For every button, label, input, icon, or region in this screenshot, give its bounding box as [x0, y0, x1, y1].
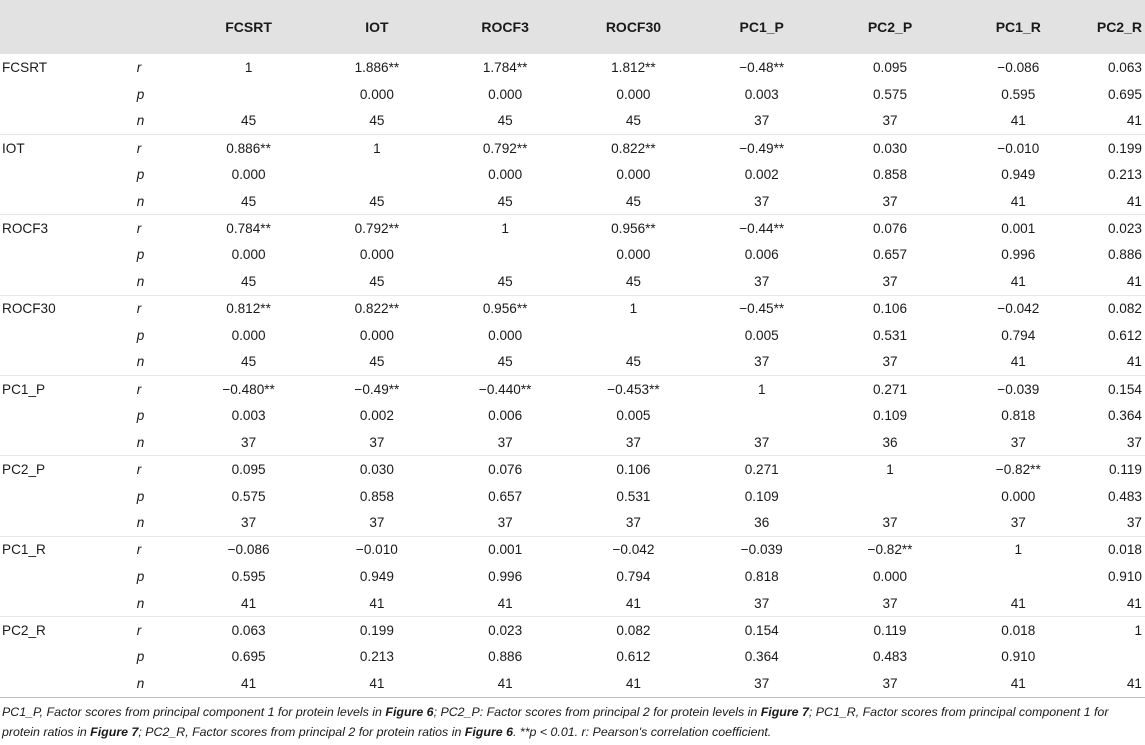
table-cell: 37	[882, 274, 898, 290]
table-cell: 0.822**	[569, 134, 697, 161]
table-cell	[1082, 644, 1145, 671]
table-cell	[698, 402, 826, 429]
row-stat-label: r	[136, 60, 142, 76]
table-cell	[184, 81, 312, 108]
table-cell: 0.886	[1107, 247, 1142, 263]
table-cell: 0.784**	[184, 215, 312, 242]
table-cell: 0.000	[231, 327, 266, 343]
table-cell: 37	[882, 113, 898, 129]
table-cell: 1.784**	[482, 60, 528, 76]
table-row	[0, 429, 1145, 456]
table-cell: 41	[954, 670, 1082, 697]
table-cell: 45	[625, 274, 641, 290]
table-cell: 0.018	[1082, 536, 1145, 563]
row-stat-label: r	[119, 376, 185, 403]
table-cell: 0.030	[313, 456, 441, 483]
table-cell: 41	[313, 670, 441, 697]
row-stat-label: n	[119, 670, 185, 697]
table-cell: 0.886**	[184, 134, 312, 161]
table-cell: 37	[754, 113, 770, 129]
table-cell: 0.001	[954, 215, 1082, 242]
table-cell	[441, 242, 569, 269]
table-cell	[826, 483, 954, 510]
row-stat-label: n	[136, 595, 145, 611]
row-variable-label	[0, 483, 119, 510]
table-cell: 37	[754, 193, 770, 209]
table-footnote	[2, 702, 1143, 742]
row-stat-label: p	[136, 408, 145, 424]
table-cell: 0.002	[744, 167, 779, 183]
table-cell: 37	[754, 434, 770, 450]
table-cell: 1.812**	[611, 60, 656, 76]
figure-reference: Figure 6	[464, 725, 513, 739]
table-cell: 37	[497, 434, 513, 450]
table-cell: 0.000	[488, 167, 523, 183]
row-stat-label: p	[136, 488, 145, 504]
table-cell: −0.010	[313, 536, 441, 563]
table-cell: 0.018	[954, 617, 1082, 644]
table-cell: 0.271	[826, 376, 954, 403]
table-cell: 45	[497, 193, 513, 209]
table-cell: −0.49**	[698, 134, 826, 161]
row-variable-label	[0, 161, 119, 188]
table-cell: 0.886	[488, 649, 523, 665]
table-cell: 0.076	[826, 215, 954, 242]
row-stat-label: r	[119, 536, 185, 563]
table-row	[0, 510, 1145, 537]
table-cell: 0.119	[1082, 456, 1145, 483]
table-row	[0, 402, 1145, 429]
table-cell: 41	[1010, 595, 1026, 611]
table-cell: 37	[754, 595, 770, 611]
table-row	[0, 670, 1145, 697]
figure-reference: Figure 7	[760, 705, 809, 719]
table-cell: 0.364	[1107, 408, 1142, 424]
row-variable-label	[0, 644, 119, 671]
row-variable-label: ROCF30	[0, 295, 119, 322]
table-cell: 0.792**	[441, 134, 569, 161]
table-cell: 0.910	[1001, 649, 1036, 665]
table-cell: 0.364	[744, 649, 779, 665]
table-cell: 0.956**	[441, 295, 569, 322]
table-cell: 0.109	[872, 408, 908, 424]
table-cell: −0.480**	[184, 376, 312, 403]
table-cell: 36	[882, 434, 898, 450]
header-blank-variable	[0, 0, 119, 54]
table-cell: 41	[1126, 595, 1142, 611]
table-cell: 0.095	[872, 60, 908, 76]
table-cell: 45	[241, 113, 257, 129]
row-stat-label: p	[136, 167, 145, 183]
table-cell: 41	[1010, 113, 1026, 129]
table-cell: 41	[625, 595, 641, 611]
table-cell: 0.063	[184, 617, 312, 644]
table-cell: 45	[369, 193, 385, 209]
table-cell: 41	[569, 670, 697, 697]
table-cell: 37	[882, 595, 898, 611]
table-cell: 36	[754, 515, 770, 531]
row-variable-label	[0, 268, 119, 295]
row-variable-label	[0, 670, 119, 697]
table-cell: 0.006	[488, 408, 523, 424]
row-variable-label: ROCF3	[0, 215, 119, 242]
table-cell: 45	[369, 113, 385, 129]
footnote-text: ; PC1_R, Factor scores from principal component 1 for protein ratios in	[2, 705, 1109, 739]
table-cell: 0.213	[1107, 167, 1142, 183]
row-variable-label: FCSRT	[2, 60, 48, 76]
table-cell: 0.792**	[313, 215, 441, 242]
table-cell: 41	[1126, 274, 1142, 290]
table-cell: 37	[241, 434, 257, 450]
table-row	[0, 108, 1145, 135]
table-cell: −0.45**	[698, 295, 826, 322]
row-variable-label: PC1_P	[0, 376, 119, 403]
table-row	[0, 54, 1145, 81]
table-cell: 41	[1010, 354, 1026, 370]
table-cell: 45	[241, 274, 257, 290]
table-cell: 37	[698, 670, 826, 697]
row-variable-label	[0, 242, 119, 269]
table-row	[0, 590, 1145, 617]
table-cell: −0.039	[954, 376, 1082, 403]
table-cell: 1	[313, 134, 441, 161]
table-cell: 0.595	[231, 569, 266, 585]
column-header-pc2-p: PC2_P	[826, 0, 954, 54]
table-cell: 1	[826, 456, 954, 483]
table-row	[0, 536, 1145, 563]
table-row	[0, 563, 1145, 590]
table-cell	[954, 563, 1082, 590]
table-cell: 0.006	[744, 247, 779, 263]
table-cell: 0.199	[313, 617, 441, 644]
table-cell: 37	[369, 434, 385, 450]
table-cell: 45	[625, 193, 641, 209]
table-cell: 0.483	[872, 649, 908, 665]
row-stat-label: p	[136, 327, 145, 343]
table-cell: 0.199	[1082, 134, 1145, 161]
table-cell: 45	[497, 274, 513, 290]
row-variable-label	[0, 108, 119, 135]
table-cell: 0.030	[826, 134, 954, 161]
table-cell: 0.271	[698, 456, 826, 483]
column-header-rocf30: ROCF30	[569, 0, 697, 54]
table-cell: 0.154	[698, 617, 826, 644]
row-stat-label: r	[119, 456, 185, 483]
table-cell: 1	[1082, 617, 1145, 644]
table-cell: 1	[441, 215, 569, 242]
table-cell: 1	[569, 295, 697, 322]
table-cell: 0.000	[231, 247, 266, 263]
table-cell: 0.001	[441, 536, 569, 563]
table-row	[0, 349, 1145, 376]
row-stat-label: p	[136, 86, 145, 102]
table-cell: 45	[369, 274, 385, 290]
table-cell: 0.822**	[313, 295, 441, 322]
table-header-row	[0, 0, 1145, 54]
table-cell: 0.956**	[569, 215, 697, 242]
table-cell: 37	[1010, 515, 1026, 531]
table-cell: 37	[882, 515, 898, 531]
table-cell: 37	[754, 274, 770, 290]
table-cell: 0.612	[1107, 327, 1142, 343]
table-cell: −0.086	[184, 536, 312, 563]
table-cell: 0.794	[1001, 327, 1036, 343]
table-row	[0, 376, 1145, 403]
table-cell: 0.595	[1001, 86, 1036, 102]
column-header-pc1-r: PC1_R	[954, 0, 1082, 54]
footnote-text: ; PC2_P: Factor scores from principal 2 for protein levels in	[433, 705, 761, 719]
table-cell: 0.005	[616, 408, 651, 424]
table-cell: 37	[1126, 434, 1142, 450]
table-cell: 37	[241, 515, 257, 531]
table-cell: −0.440**	[441, 376, 569, 403]
table-cell: 0.005	[744, 327, 779, 343]
row-stat-label: p	[136, 649, 145, 665]
table-cell: 0.023	[441, 617, 569, 644]
table-row	[0, 483, 1145, 510]
table-cell: 37	[497, 515, 513, 531]
column-header-iot: IOT	[313, 0, 441, 54]
table-cell: 0.000	[231, 167, 266, 183]
table-row	[0, 322, 1145, 349]
table-cell: 37	[369, 515, 385, 531]
table-cell: 41	[441, 670, 569, 697]
row-stat-label: r	[119, 295, 185, 322]
table-cell: 0.695	[231, 649, 266, 665]
table-cell: 37	[1010, 434, 1026, 450]
table-row	[0, 268, 1145, 295]
row-variable-label	[0, 402, 119, 429]
table-cell: 1	[244, 60, 253, 76]
row-variable-label	[0, 322, 119, 349]
table-cell: 1.886**	[354, 60, 400, 76]
row-variable-label: PC2_R	[0, 617, 119, 644]
table-cell: 0.003	[231, 408, 266, 424]
table-cell: 0.858	[359, 488, 394, 504]
footnote-text: ; PC2_R, Factor scores from principal 2 for protein ratios in	[138, 725, 465, 739]
row-variable-label	[0, 563, 119, 590]
table-cell: 45	[241, 193, 257, 209]
column-header-fcsrt: FCSRT	[184, 0, 312, 54]
table-cell: −0.82**	[954, 456, 1082, 483]
table-cell: 41	[1010, 193, 1026, 209]
table-cell: 0.003	[744, 86, 779, 102]
table-cell: 0.000	[616, 247, 651, 263]
row-variable-label	[0, 510, 119, 537]
table-cell: 45	[497, 354, 513, 370]
table-cell: 45	[625, 354, 641, 370]
table-cell: 37	[882, 193, 898, 209]
table-cell: 0.575	[872, 86, 908, 102]
table-cell: 0.818	[744, 569, 779, 585]
table-body	[0, 54, 1145, 697]
table-cell: −0.48**	[739, 60, 785, 76]
table-cell: 41	[369, 595, 385, 611]
table-cell: 1	[954, 536, 1082, 563]
table-cell: 0.612	[616, 649, 651, 665]
row-stat-label: p	[136, 247, 145, 263]
figure-reference: Figure 6	[385, 705, 434, 719]
table-cell: 37	[1126, 515, 1142, 531]
row-variable-label	[0, 349, 119, 376]
table-cell: 0.000	[872, 569, 908, 585]
table-cell: 0.657	[488, 488, 523, 504]
table-cell: −0.44**	[698, 215, 826, 242]
table-cell: 0.695	[1107, 86, 1142, 102]
row-variable-label: IOT	[0, 134, 119, 161]
table-cell: 45	[497, 113, 513, 129]
table-cell: 0.023	[1082, 215, 1145, 242]
row-stat-label: n	[136, 434, 145, 450]
row-variable-label	[0, 188, 119, 215]
row-stat-label: n	[136, 515, 145, 531]
table-cell: 0.154	[1082, 376, 1145, 403]
row-stat-label: r	[119, 617, 185, 644]
table-cell: 0.949	[359, 569, 394, 585]
table-cell: −0.010	[954, 134, 1082, 161]
table-cell: 37	[625, 515, 641, 531]
table-cell: 0.858	[872, 167, 908, 183]
table-cell	[569, 322, 697, 349]
table-row	[0, 644, 1145, 671]
table-cell: 0.000	[359, 247, 394, 263]
table-cell: 41	[1126, 113, 1142, 129]
table-row	[0, 456, 1145, 483]
table-cell: 0.000	[616, 167, 651, 183]
table-cell: 45	[625, 113, 641, 129]
table-cell: 0.000	[359, 327, 394, 343]
table-cell: 0.818	[1001, 408, 1036, 424]
table-cell: 41	[1010, 274, 1026, 290]
table-cell: 0.000	[1001, 488, 1036, 504]
row-stat-label: n	[136, 354, 145, 370]
table-cell: 0.483	[1107, 488, 1142, 504]
row-variable-label	[0, 81, 119, 108]
table-cell: 0.106	[569, 456, 697, 483]
table-cell: 0.119	[826, 617, 954, 644]
table-row	[0, 617, 1145, 644]
table-row	[0, 188, 1145, 215]
table-cell: 0.109	[744, 488, 779, 504]
row-variable-label: PC1_R	[0, 536, 119, 563]
row-stat-label: r	[119, 215, 185, 242]
column-header-pc2-r: PC2_R	[1082, 0, 1145, 54]
table-cell: 41	[1082, 670, 1145, 697]
table-cell: 41	[184, 670, 312, 697]
table-cell: −0.086	[997, 60, 1040, 76]
table-cell	[313, 161, 441, 188]
table-row	[0, 161, 1145, 188]
figure-reference: Figure 7	[90, 725, 139, 739]
table-cell: 0.531	[872, 327, 908, 343]
table-cell: 0.000	[488, 86, 523, 102]
table-cell: −0.49**	[313, 376, 441, 403]
table-cell: 0.076	[441, 456, 569, 483]
table-cell: 0.213	[359, 649, 394, 665]
column-header-rocf3: ROCF3	[441, 0, 569, 54]
header-blank-stat	[119, 0, 185, 54]
table-cell: 0.812**	[184, 295, 312, 322]
row-variable-label	[0, 590, 119, 617]
table-cell: 41	[241, 595, 257, 611]
table-cell: 0.531	[616, 488, 651, 504]
table-cell: 1	[698, 376, 826, 403]
table-cell: 0.657	[872, 247, 908, 263]
row-stat-label: n	[136, 274, 145, 290]
table-cell: −0.042	[954, 295, 1082, 322]
table-cell: −0.82**	[826, 536, 954, 563]
row-variable-label	[0, 429, 119, 456]
table-cell: 0.000	[616, 86, 651, 102]
table-cell: 37	[754, 354, 770, 370]
table-cell: 0.996	[488, 569, 523, 585]
row-stat-label: n	[136, 113, 145, 129]
footnote-text: PC1_P, Factor scores from principal component 1 for protein levels in	[2, 705, 386, 719]
table-cell: 0.949	[1001, 167, 1036, 183]
table-cell: 37	[882, 354, 898, 370]
table-cell: 0.910	[1107, 569, 1142, 585]
table-row	[0, 215, 1145, 242]
row-variable-label: PC2_P	[0, 456, 119, 483]
table-row	[0, 81, 1145, 108]
table-row	[0, 242, 1145, 269]
table-cell: 41	[1126, 193, 1142, 209]
table-cell: 0.000	[488, 327, 523, 343]
table-cell: 0.794	[616, 569, 651, 585]
table-cell: −0.453**	[569, 376, 697, 403]
table-cell: 45	[369, 354, 385, 370]
table-cell: 41	[1126, 354, 1142, 370]
table-row	[0, 295, 1145, 322]
row-stat-label: r	[119, 134, 185, 161]
table-cell: 0.575	[231, 488, 266, 504]
table-cell: 0.002	[359, 408, 394, 424]
footnote-text: . **p < 0.01. r: Pearson's correlation coefficient.	[513, 725, 772, 739]
table-cell: 45	[241, 354, 257, 370]
row-stat-label: n	[136, 193, 145, 209]
table-row	[0, 134, 1145, 161]
column-header-pc1-p: PC1_P	[698, 0, 826, 54]
table-cell: 37	[826, 670, 954, 697]
table-cell: 41	[497, 595, 513, 611]
table-cell: 0.106	[826, 295, 954, 322]
table-cell: −0.042	[569, 536, 697, 563]
table-cell: 0.000	[359, 86, 394, 102]
row-stat-label: p	[136, 569, 145, 585]
table-cell: 0.063	[1107, 60, 1142, 76]
table-cell: 37	[625, 434, 641, 450]
table-cell: 0.082	[1082, 295, 1145, 322]
table-cell: 0.082	[569, 617, 697, 644]
table-cell: 0.996	[1001, 247, 1036, 263]
table-cell: 0.095	[184, 456, 312, 483]
table-cell: −0.039	[698, 536, 826, 563]
